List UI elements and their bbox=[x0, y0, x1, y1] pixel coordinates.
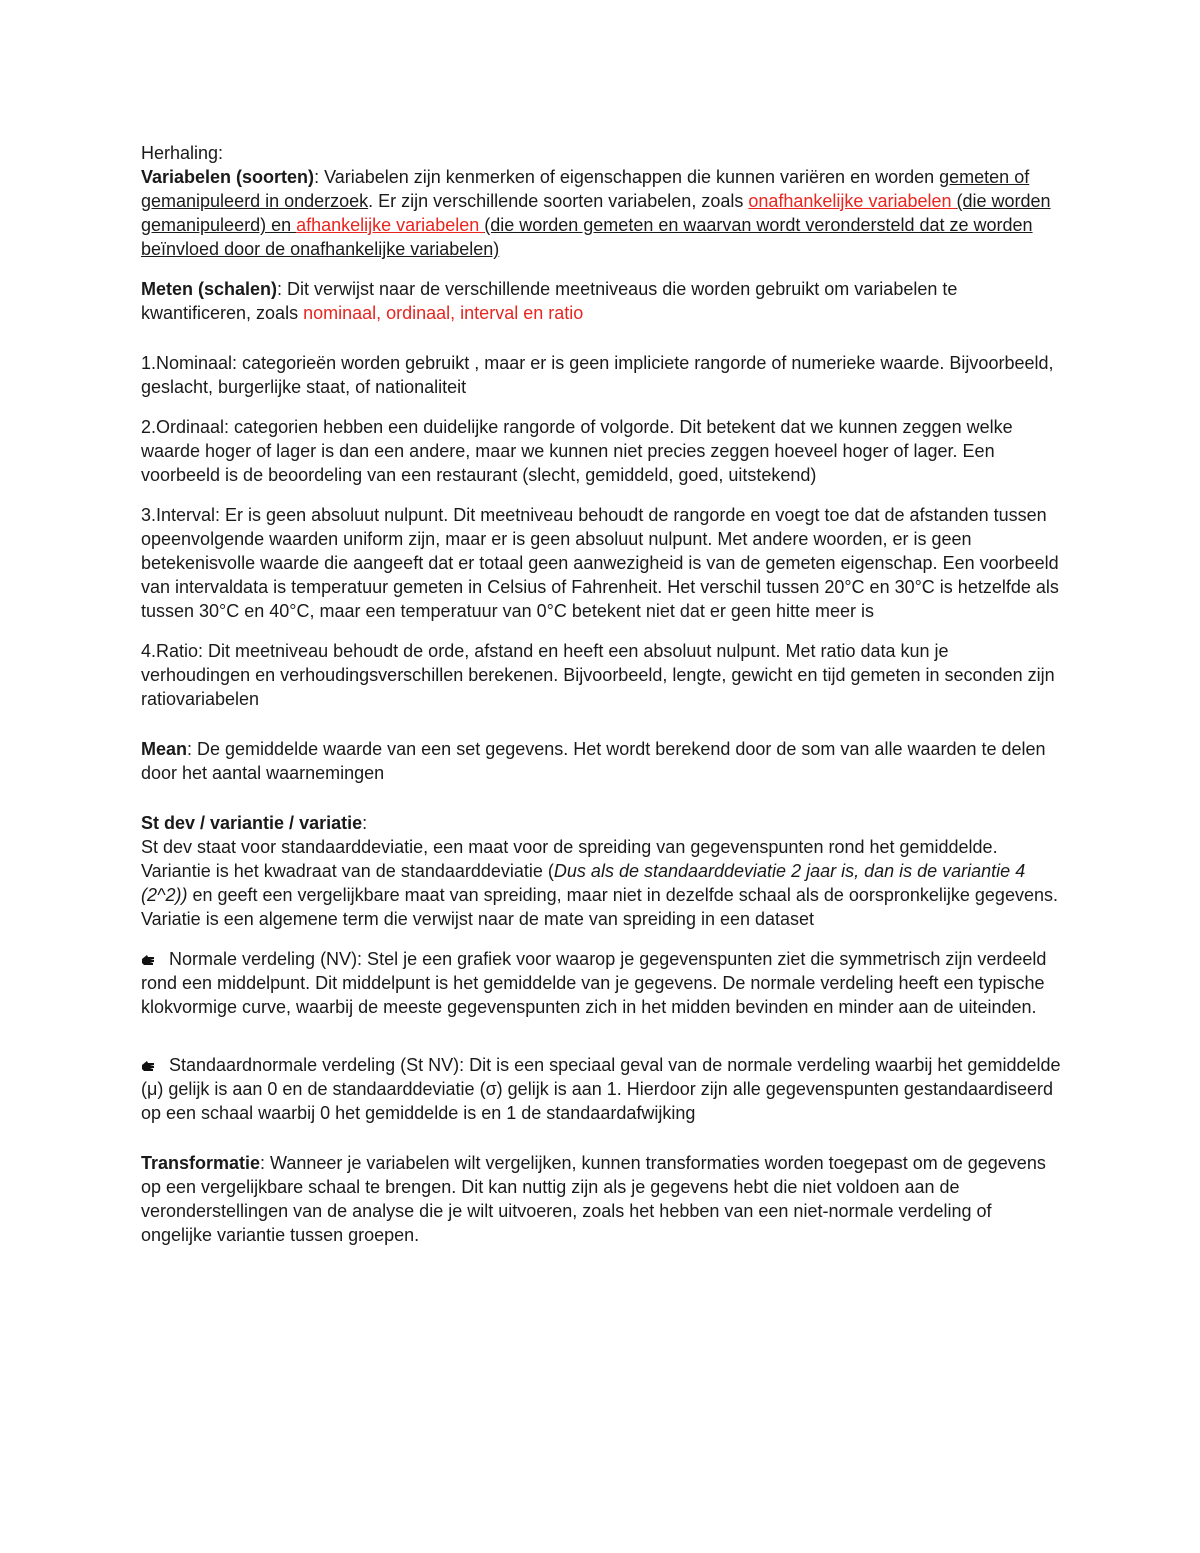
level-ratio: 4.Ratio: Dit meetniveau behoudt de orde, afstand en heeft een absoluut nulpunt. Met ratio data kun je verhoudingen en verhoudingsverschillen berekenen. Bijvoorbeeld, lengte, gewicht en tijd gemeten in seconden zijn ratiovariabelen bbox=[141, 641, 1055, 709]
intro-paragraph bbox=[141, 141, 1061, 261]
document-page bbox=[141, 141, 1061, 1263]
bullet-standaardnormale-verdeling-text: Standaardnormale verdeling (St NV): Dit is een speciaal geval van de normale verdeling waarbij het gemiddelde (μ) gelijk is aan 0 en de standaarddeviatie (σ) gelijk is aan 1. Hierdoor zijn alle gegevenspunten gestandaardiseerd op een schaal waarbij 0 het gemiddelde is en 1 de standaardafwijking bbox=[141, 1055, 1061, 1123]
independent-variables-term: onafhankelijke variabelen bbox=[748, 191, 957, 211]
independent-variables-note: (die worden gemanipuleerd) en bbox=[141, 191, 1051, 235]
transformatie-label: Transformatie bbox=[141, 1153, 261, 1173]
variabelen-text-3: . Er zijn verschillende soorten variabelen, zoals bbox=[368, 191, 749, 211]
pointing-hand-icon bbox=[141, 1060, 155, 1072]
level-nominaal: 1.Nominaal: categorieën worden gebruikt , maar er is geen impliciete rangorde of numerieke waarde. Bijvoorbeeld, geslacht, burgerlijke staat, of nationaliteit bbox=[141, 353, 1054, 397]
dependent-variables-term: afhankelijke variabelen bbox=[296, 215, 485, 235]
intro-heading: Herhaling: bbox=[141, 143, 224, 163]
variatie-line: Variatie is een algemene term die verwijst naar de mate van spreiding in een dataset bbox=[141, 909, 815, 929]
meten-paragraph bbox=[141, 277, 1061, 325]
mean-label: Mean bbox=[141, 739, 188, 759]
variantie-text-a: Variantie is het kwadraat van de standaarddeviatie ( bbox=[141, 861, 554, 881]
pointing-hand-icon bbox=[141, 954, 155, 966]
variabelen-label: Variabelen (soorten) bbox=[141, 167, 315, 187]
transformatie-text: : Wanneer je variabelen wilt vergelijken, kunnen transformaties worden toegepast om de gegevens op een vergelijkbare schaal te brengen. Dit kan nuttig zijn als je gegevens hebt die niet voldoen aan de veronderstellingen van de analyse die je wilt uitvoeren, zoals het hebben van een niet-normale verdeling of ongelijke variantie tussen groepen. bbox=[141, 1153, 1046, 1245]
mean-paragraph bbox=[141, 737, 1061, 785]
variabelen-text-underlined: gemeten of gemanipuleerd in onderzoek bbox=[141, 167, 1030, 211]
variabelen-text-1: : Variabelen zijn kenmerken of eigenschappen die kunnen variëren en worden bbox=[314, 167, 940, 187]
mean-text: : De gemiddelde waarde van een set gegevens. Het wordt berekend door de som van alle waarden te delen door het aantal waarnemingen bbox=[141, 739, 1046, 783]
transformatie-paragraph bbox=[141, 1151, 1061, 1247]
meten-label: Meten (schalen) bbox=[141, 279, 278, 299]
level-ordinaal: 2.Ordinaal: categorien hebben een duidelijke rangorde of volgorde. Dit betekent dat we kunnen zeggen welke waarde hoger of lager is dan een andere, maar we kunnen niet precies zeggen hoeveel hoger of lager. Een voorbeeld is de beoordeling van een restaurant (slecht, gemiddeld, goed, uitstekend) bbox=[141, 417, 1013, 485]
stdev-paragraph bbox=[141, 811, 1061, 931]
meten-levels: nominaal, ordinaal, interval en ratio bbox=[303, 303, 584, 323]
level-interval: 3.Interval: Er is geen absoluut nulpunt. Dit meetniveau behoudt de rangorde en voegt toe dat de afstanden tussen opeenvolgende waarden uniform zijn, maar er is geen absoluut nulpunt. Met andere woorden, er is geen betekenisvolle waarde die aangeeft dat er totaal geen aanwezigheid is van de gemeten eigenschap. Een voorbeeld van intervaldata is temperatuur gemeten in Celsius of Fahrenheit. Het verschil tussen 20°C en 30°C is hetzelfde als tussen 30°C en 40°C, maar een temperatuur van 0°C betekent niet dat er geen hitte meer is bbox=[141, 505, 1059, 621]
meten-text: : Dit verwijst naar de verschillende meetniveaus die worden gebruikt om variabelen te kwantificeren, zoals bbox=[141, 279, 958, 323]
stdev-label: St dev / variantie / variatie bbox=[141, 813, 363, 833]
variantie-text-b: en geeft een vergelijkbare maat van spreiding, maar niet in dezelfde schaal als de oorspronkelijke gegevens. bbox=[187, 885, 1058, 905]
stdev-line-1: St dev staat voor standaarddeviatie, een maat voor de spreiding van gegevenspunten rond het gemiddelde. bbox=[141, 837, 998, 857]
bullet-normale-verdeling bbox=[141, 947, 1061, 1019]
bullet-standaardnormale-verdeling bbox=[141, 1053, 1061, 1125]
dependent-variables-note: (die worden gemeten en waarvan wordt verondersteld dat ze worden beïnvloed door de onafhankelijke variabelen) bbox=[141, 215, 1033, 259]
variantie-example: Dus als de standaarddeviatie 2 jaar is, dan is de variantie 4 (2^2)) bbox=[141, 861, 1026, 905]
stdev-colon: : bbox=[362, 813, 368, 833]
bullet-normale-verdeling-text: Normale verdeling (NV): Stel je een grafiek voor waarop je gegevenspunten ziet die symmetrisch zijn verdeeld rond een middelpunt. Dit middelpunt is het gemiddelde van je gegevens. De normale verdeling heeft een typische klokvormige curve, waarbij de meeste gegevenspunten zich in het midden bevinden en minder aan de uiteinden. bbox=[141, 949, 1047, 1017]
